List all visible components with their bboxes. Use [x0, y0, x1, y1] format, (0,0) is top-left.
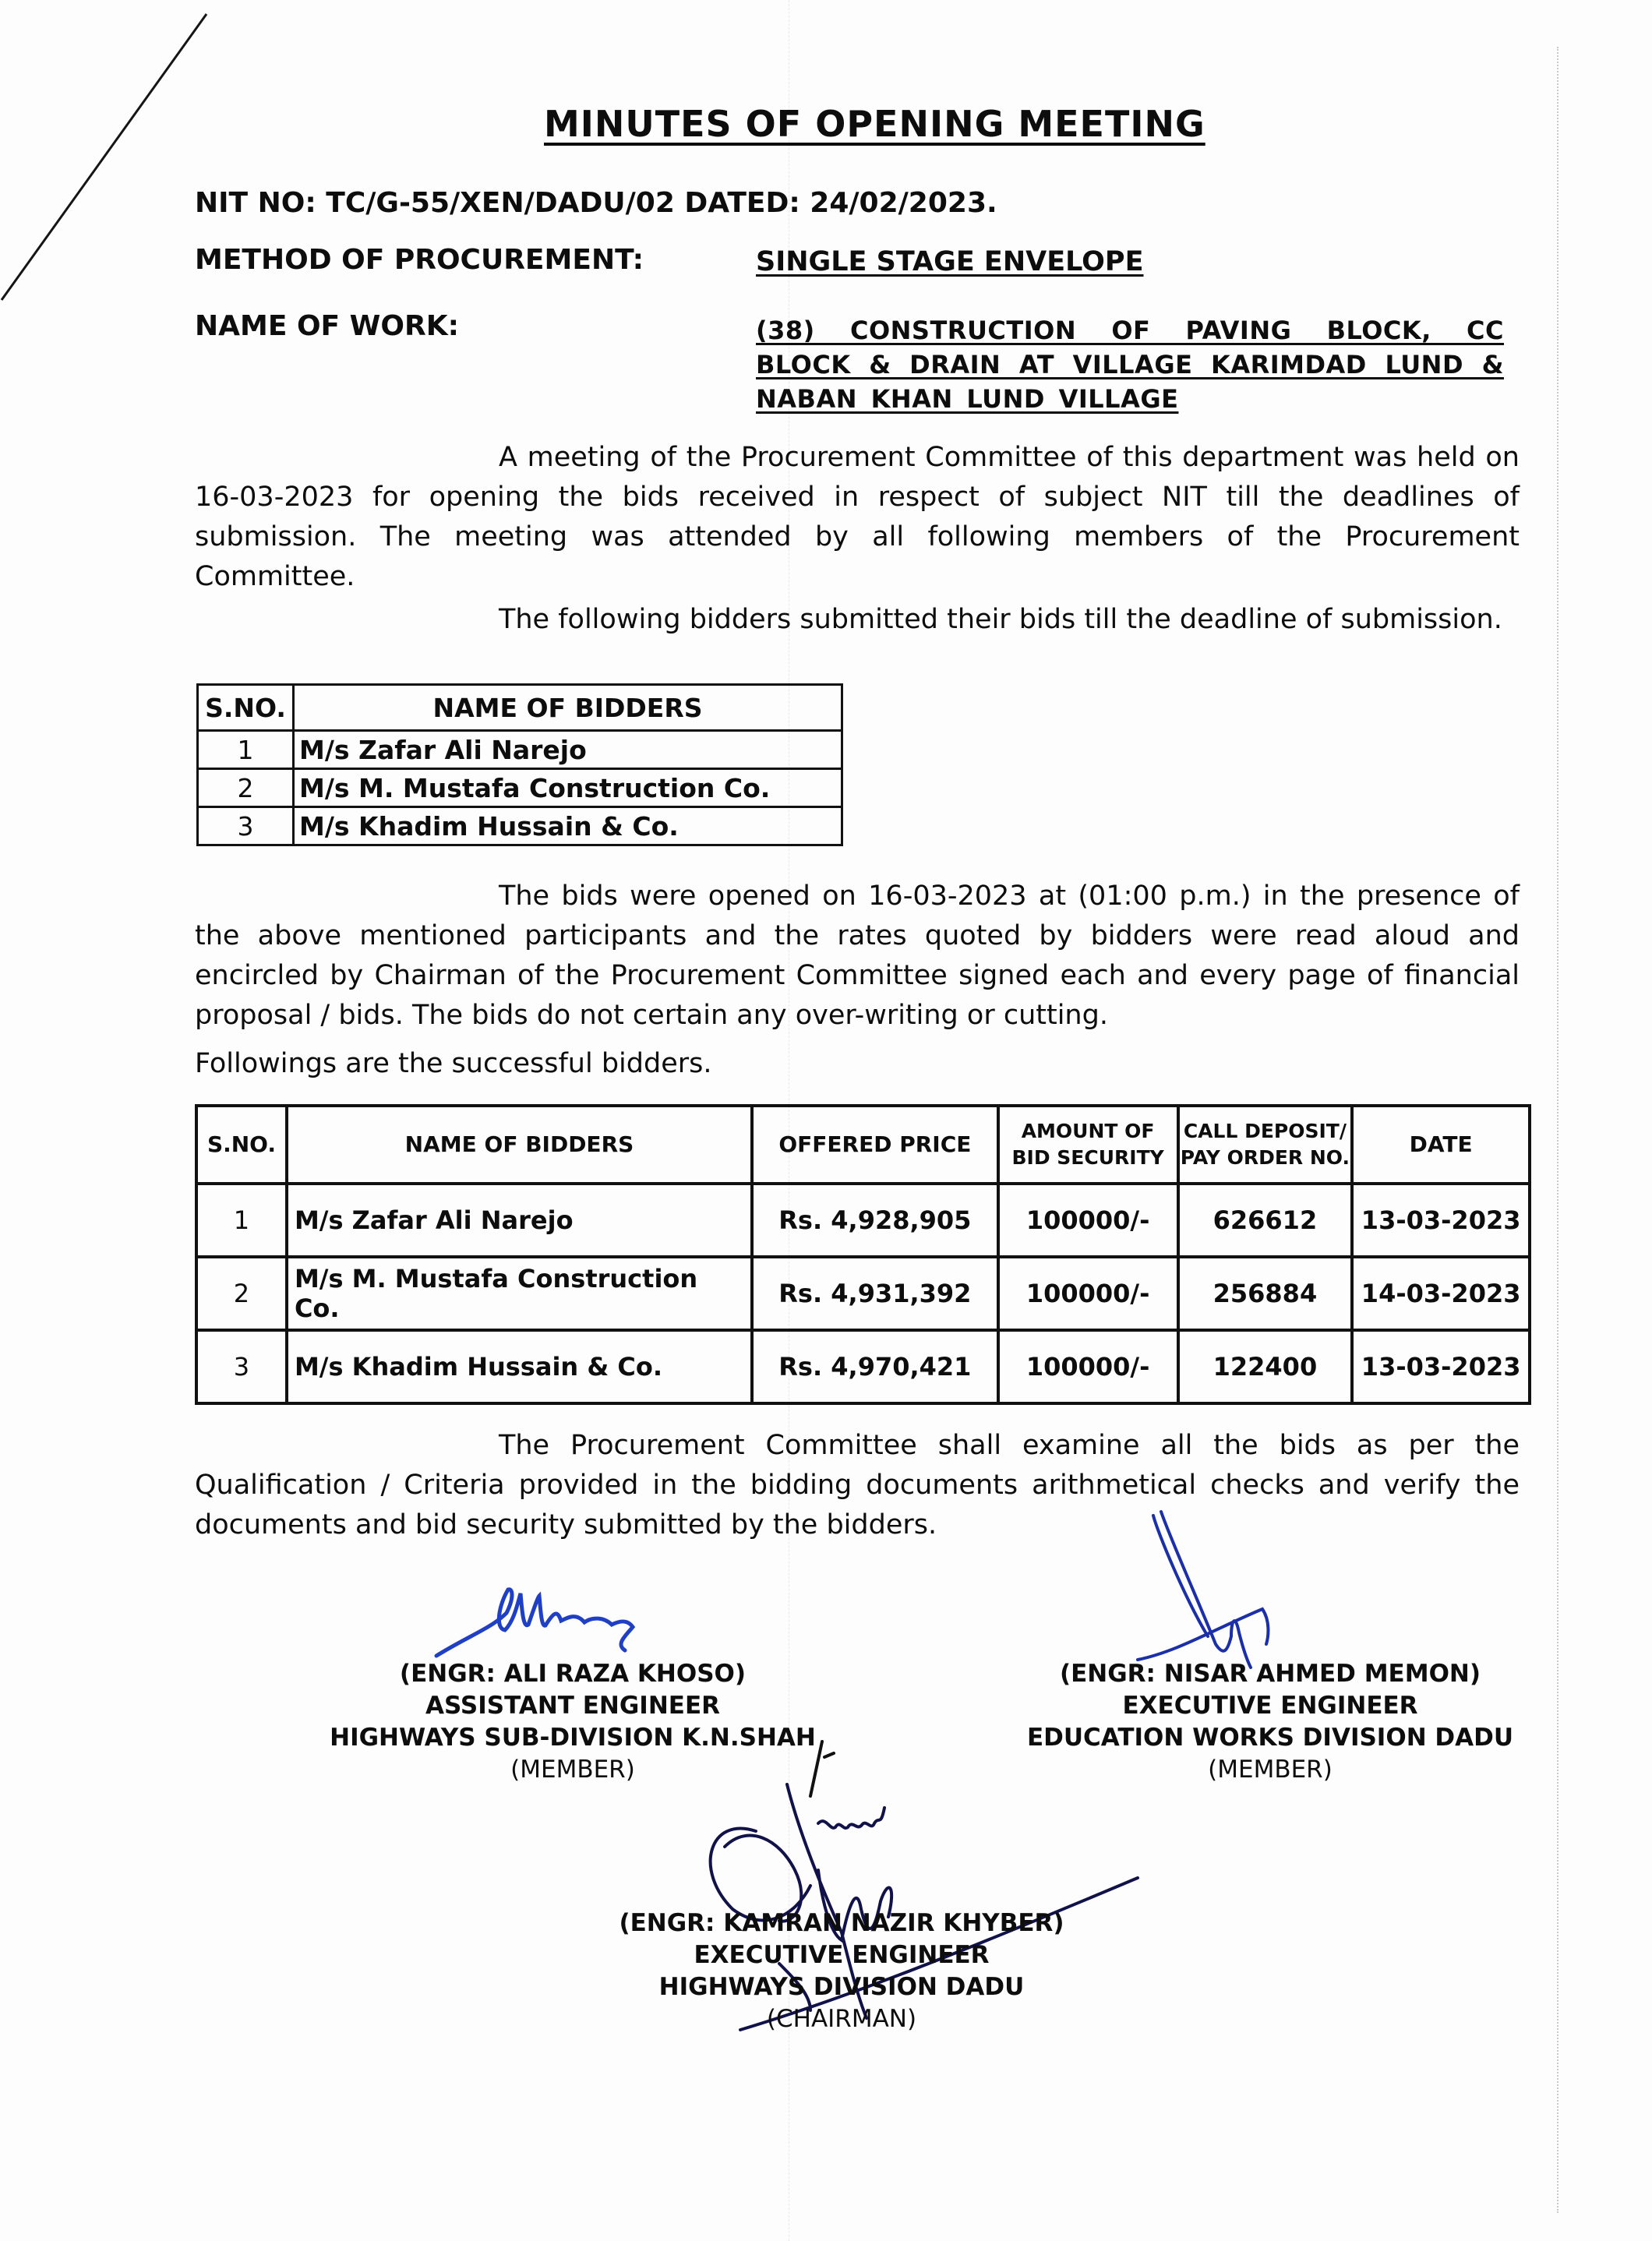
header-pay-order-line2: PAY ORDER NO. — [1180, 1146, 1350, 1169]
cell-offered-price: Rs. 4,931,392 — [752, 1257, 998, 1330]
signatory-role: (CHAIRMAN) — [766, 2005, 917, 2033]
cell-offered-price: Rs. 4,970,421 — [752, 1330, 998, 1403]
signatory-block-chairman — [608, 1907, 1075, 2035]
header-bid-security-line1: AMOUNT OF — [1021, 1120, 1155, 1142]
signatory-title: ASSISTANT ENGINEER — [425, 1692, 720, 1720]
table-row — [196, 1257, 1530, 1330]
table-header-row — [196, 1106, 1530, 1184]
successful-bidders-label: Followings are the successful bidders. — [195, 1048, 712, 1079]
table-header-row — [198, 685, 842, 731]
cell-name: M/s Zafar Ali Narejo — [294, 731, 842, 769]
signature-member-2 — [1107, 1504, 1309, 1675]
cell-date: 14-03-2023 — [1352, 1257, 1530, 1330]
table-row — [196, 1184, 1530, 1257]
cell-name: M/s Khadim Hussain & Co. — [294, 807, 842, 845]
cell-sno: 2 — [198, 769, 294, 807]
header-name: NAME OF BIDDERS — [287, 1106, 752, 1184]
header-sno: S.NO. — [198, 685, 294, 731]
cell-name: M/s M. Mustafa Construction Co. — [287, 1257, 752, 1330]
cell-sno: 2 — [196, 1257, 287, 1330]
meeting-paragraph: A meeting of the Procurement Committee of this department was held on 16-03-2023 for opening the bids received in respect of subject NIT till the deadlines of submission. The meeting was attended by all following members of the Procurement Committee. — [195, 442, 1520, 592]
cell-sno: 3 — [196, 1330, 287, 1403]
method-value: SINGLE STAGE ENVELOPE — [756, 246, 1144, 277]
cell-sno: 1 — [196, 1184, 287, 1257]
cell-date: 13-03-2023 — [1352, 1330, 1530, 1403]
header-pay-order — [1178, 1106, 1353, 1184]
cell-bid-security: 100000/- — [998, 1257, 1178, 1330]
cell-pay-order: 122400 — [1178, 1330, 1353, 1403]
cell-sno: 1 — [198, 731, 294, 769]
document-title: MINUTES OF OPENING MEETING — [544, 103, 1205, 145]
signatory-title: EXECUTIVE ENGINEER — [1122, 1692, 1418, 1720]
signatory-department: EDUCATION WORKS DIVISION DADU — [1026, 1724, 1514, 1752]
signatory-name: (ENGR: KAMRAN NAZIR KHYBER) — [619, 1909, 1064, 1937]
nit-number: NIT NO: TC/G-55/XEN/DADU/02 DATED: 24/02/2023. — [195, 187, 997, 219]
table-row — [198, 731, 842, 769]
table-row — [198, 807, 842, 845]
header-bid-security — [998, 1106, 1178, 1184]
signatory-title: EXECUTIVE ENGINEER — [694, 1941, 990, 1969]
signatory-role: (MEMBER) — [510, 1756, 635, 1784]
paper-edge-mark — [1557, 47, 1558, 2213]
signatory-role: (MEMBER) — [1208, 1756, 1333, 1784]
header-sno: S.NO. — [196, 1106, 287, 1184]
cell-pay-order: 626612 — [1178, 1184, 1353, 1257]
cell-date: 13-03-2023 — [1352, 1184, 1530, 1257]
header-pay-order-line1: CALL DEPOSIT/ — [1183, 1120, 1347, 1142]
work-label: NAME OF WORK: — [195, 310, 459, 342]
header-offered-price: OFFERED PRICE — [752, 1106, 998, 1184]
cell-name: M/s M. Mustafa Construction Co. — [294, 769, 842, 807]
cell-bid-security: 100000/- — [998, 1184, 1178, 1257]
cell-offered-price: Rs. 4,928,905 — [752, 1184, 998, 1257]
signatory-name: (ENGR: ALI RAZA KHOSO) — [399, 1660, 747, 1688]
cell-name: M/s Zafar Ali Narejo — [287, 1184, 752, 1257]
bids-opened-paragraph: The bids were opened on 16-03-2023 at (01:00 p.m.) in the presence of the above mentioned participants and the rates quoted by bidders were read aloud and encircled by Chairman of the Procurement Committee signed each and every page of financial proposal / bids. The bids do not certain any over-writing or cutting. — [195, 881, 1520, 1031]
successful-bidders-table — [195, 1104, 1531, 1405]
examination-paragraph: The Procurement Committee shall examine all the bids as per the Qualification / Criteria provided in the bidding documents arithmetical checks and verify the documents and bid security submitted by the bidders. — [195, 1430, 1520, 1540]
method-label: METHOD OF PROCUREMENT: — [195, 244, 644, 276]
header-name: NAME OF BIDDERS — [294, 685, 842, 731]
cell-sno: 3 — [198, 807, 294, 845]
signatory-department: HIGHWAYS DIVISION DADU — [658, 1973, 1025, 2001]
header-bid-security-line2: BID SECURITY — [1011, 1146, 1164, 1169]
table-row — [196, 1330, 1530, 1403]
header-date: DATE — [1352, 1106, 1530, 1184]
bidders-intro-paragraph: The following bidders submitted their bids till the deadline of submission. — [499, 604, 1502, 635]
cell-bid-security: 100000/- — [998, 1330, 1178, 1403]
bidders-table — [196, 683, 843, 846]
cell-name: M/s Khadim Hussain & Co. — [287, 1330, 752, 1403]
work-value: (38) CONSTRUCTION OF PAVING BLOCK, CC BLOCK & DRAIN AT VILLAGE KARIMDAD LUND & NABAN KHAN LUND VILLAGE — [756, 316, 1504, 414]
signature-member-1 — [421, 1582, 678, 1668]
signatory-department: HIGHWAYS SUB-DIVISION K.N.SHAH — [330, 1724, 816, 1752]
signatory-block — [997, 1658, 1543, 1786]
cell-pay-order: 256884 — [1178, 1257, 1353, 1330]
signatory-block — [308, 1658, 838, 1786]
table-row — [198, 769, 842, 807]
signatory-name: (ENGR: NISAR AHMED MEMON) — [1059, 1660, 1481, 1688]
